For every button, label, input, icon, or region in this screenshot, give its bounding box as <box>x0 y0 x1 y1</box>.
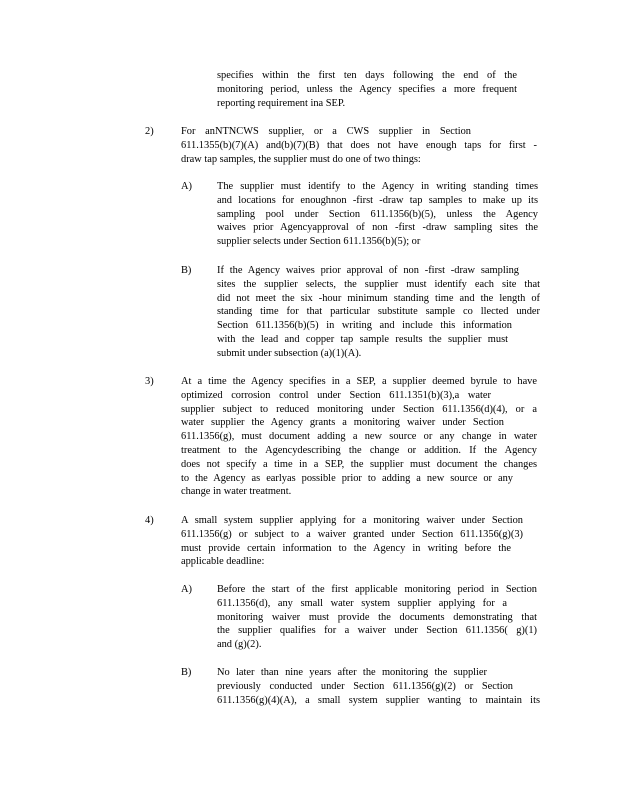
text-line: Before the start of the first applicable monitoring period in Section <box>217 584 537 595</box>
text-line: The supplier must identify to the Agency in writing standing times <box>217 181 538 192</box>
item-label: 2) <box>145 126 154 137</box>
text-line: and locations for enoughnon -first -draw tap samples to make up its <box>217 194 538 206</box>
text-line: applicable deadline: <box>181 556 265 568</box>
item-2b-paragraph <box>217 264 540 361</box>
text-line: specifies within the first ten days following the end of the <box>217 70 517 81</box>
text-line: change in water treatment. <box>181 486 292 498</box>
text-line: 611.1356(g)(4)(A), a small system supplier wanting to maintain its <box>217 694 540 706</box>
text-line: did not meet the six -hour minimum standing time and the length of <box>217 292 540 304</box>
item-2a-paragraph <box>217 180 538 249</box>
text-line: sites the supplier selects, the supplier must identify each site that <box>217 278 540 290</box>
text-line: Section 611.1356(b)(5) in writing and include this information <box>217 320 512 332</box>
text-line: sampling pool under Section 611.1356(b)(5), unless the Agency <box>217 208 538 220</box>
item-2-paragraph <box>181 125 537 166</box>
subitem-label: A) <box>181 181 192 192</box>
continuation-paragraph <box>217 69 517 110</box>
item-4-paragraph <box>181 514 523 569</box>
text-line: treatment to the Agencydescribing the change or addition. If the Agency <box>181 444 537 456</box>
text-line: supplier selects under Section 611.1356(b)(5); or <box>217 236 421 248</box>
text-line: 611.1356(g), must document adding a new source or any change in water <box>181 431 537 443</box>
text-line: water supplier the Agency grants a monitoring waiver under Section <box>181 417 504 429</box>
item-4a-paragraph <box>217 583 537 652</box>
subitem-label: A) <box>181 584 192 595</box>
text-line: to the Agency as earlyas possible prior to adding a new source or any <box>181 472 513 484</box>
text-line: submit under subsection (a)(1)(A). <box>217 347 362 359</box>
text-line: 611.1355(b)(7)(A) and(b)(7)(B) that does not have enough taps for first - <box>181 139 537 151</box>
text-line: For anNTNCWS supplier, or a CWS supplier in Section <box>181 126 471 137</box>
text-line: waives prior Agencyapproval of non -first -draw sampling sites the <box>217 222 538 234</box>
text-line: with the lead and copper tap sample results the supplier must <box>217 333 508 345</box>
text-line: monitoring period, unless the Agency specifies a more frequent <box>217 83 517 95</box>
item-4b-paragraph <box>217 666 540 707</box>
text-line: 611.1356(g) or subject to a waiver granted under Section 611.1356(g)(3) <box>181 528 523 540</box>
item-label: 3) <box>145 376 154 387</box>
text-line: and (g)(2). <box>217 639 262 651</box>
text-line: standing time for that particular substitute sample co llected under <box>217 306 540 318</box>
text-line: previously conducted under Section 611.1356(g)(2) or Section <box>217 680 513 692</box>
text-line: monitoring waiver must provide the documents demonstrating that <box>217 611 537 623</box>
item-3-paragraph <box>181 375 537 499</box>
text-line: supplier subject to reduced monitoring under Section 611.1356(d)(4), or a <box>181 403 537 415</box>
text-line: optimized corrosion control under Section 611.1351(b)(3),a water <box>181 389 491 401</box>
subitem-label: B) <box>181 667 192 678</box>
subitem-label: B) <box>181 265 192 276</box>
text-line: 611.1356(d), any small water system supplier applying for a <box>217 597 507 609</box>
text-line: If the Agency waives prior approval of non -first -draw sampling <box>217 265 519 276</box>
text-line: reporting requirement ina SEP. <box>217 97 346 109</box>
text-line: must provide certain information to the Agency in writing before the <box>181 542 511 554</box>
text-line: draw tap samples, the supplier must do one of two things: <box>181 153 421 165</box>
item-label: 4) <box>145 515 154 526</box>
text-line: A small system supplier applying for a monitoring waiver under Section <box>181 515 523 526</box>
text-line: At a time the Agency specifies in a SEP, a supplier deemed byrule to have <box>181 376 537 387</box>
text-line: the supplier qualifies for a waiver under Section 611.1356( g)(1) <box>217 625 537 637</box>
text-line: No later than nine years after the monitoring the supplier <box>217 667 487 678</box>
text-line: does not specify a time in a SEP, the supplier must document the changes <box>181 458 537 470</box>
